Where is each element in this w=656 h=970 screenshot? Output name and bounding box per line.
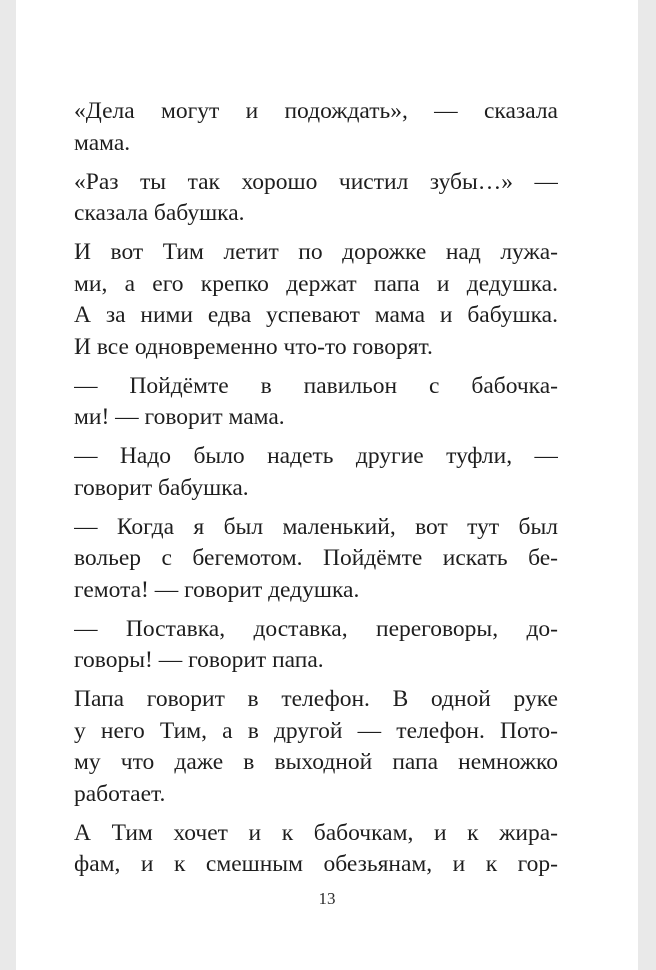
text-line: — Пойдёмте в павильон с бабочка- bbox=[74, 372, 558, 399]
paragraph bbox=[74, 614, 558, 677]
text-line: И все одновременно что-то говорят. bbox=[74, 333, 433, 360]
text-line: — Когда я был маленький, вот тут был bbox=[74, 513, 558, 540]
paragraph bbox=[74, 96, 558, 159]
text-line: мама. bbox=[74, 129, 131, 156]
body-text bbox=[74, 96, 558, 888]
paragraph bbox=[74, 371, 558, 434]
text-line: работает. bbox=[74, 780, 166, 807]
book-page bbox=[16, 0, 638, 970]
text-line: ми! — говорит мама. bbox=[74, 404, 285, 430]
text-line: А Тим хочет и к бабочкам, и к жира- bbox=[74, 819, 558, 846]
text-line: И вот Тим летит по дорожке над лужа- bbox=[74, 239, 558, 265]
text-line: «Раз ты так хорошо чистил зубы…» — bbox=[74, 168, 558, 195]
text-line: гемота! — говорит дедушка. bbox=[74, 576, 360, 603]
paragraph bbox=[74, 167, 558, 230]
paragraph bbox=[74, 237, 558, 363]
paragraph bbox=[74, 441, 558, 504]
text-line: вольер с бегемотом. Пойдёмте искать бе- bbox=[74, 545, 558, 571]
text-line: — Надо было надеть другие туфли, — bbox=[74, 443, 558, 469]
text-line: му что даже в выходной папа немножко bbox=[74, 749, 558, 775]
text-line: А за ними едва успевают мама и бабушка. bbox=[74, 302, 558, 328]
text-line: говорит бабушка. bbox=[74, 474, 249, 501]
text-line: говоры! — говорит папа. bbox=[74, 647, 324, 673]
text-line: — Поставка, доставка, переговоры, до- bbox=[74, 615, 558, 642]
paragraph bbox=[74, 818, 558, 881]
text-line: у него Тим, а в другой — телефон. Пото- bbox=[74, 717, 558, 744]
paragraph bbox=[74, 512, 558, 607]
text-line: ми, а его крепко держат папа и дедушка. bbox=[74, 270, 558, 297]
paragraph bbox=[74, 684, 558, 810]
text-line: сказала бабушка. bbox=[74, 200, 245, 226]
text-line: Папа говорит в телефон. В одной руке bbox=[74, 686, 558, 712]
page-number: 13 bbox=[318, 889, 336, 908]
text-line: «Дела могут и подождать», — сказала bbox=[74, 98, 558, 124]
text-line: фам, и к смешным обезьянам, и к гор- bbox=[74, 851, 558, 877]
